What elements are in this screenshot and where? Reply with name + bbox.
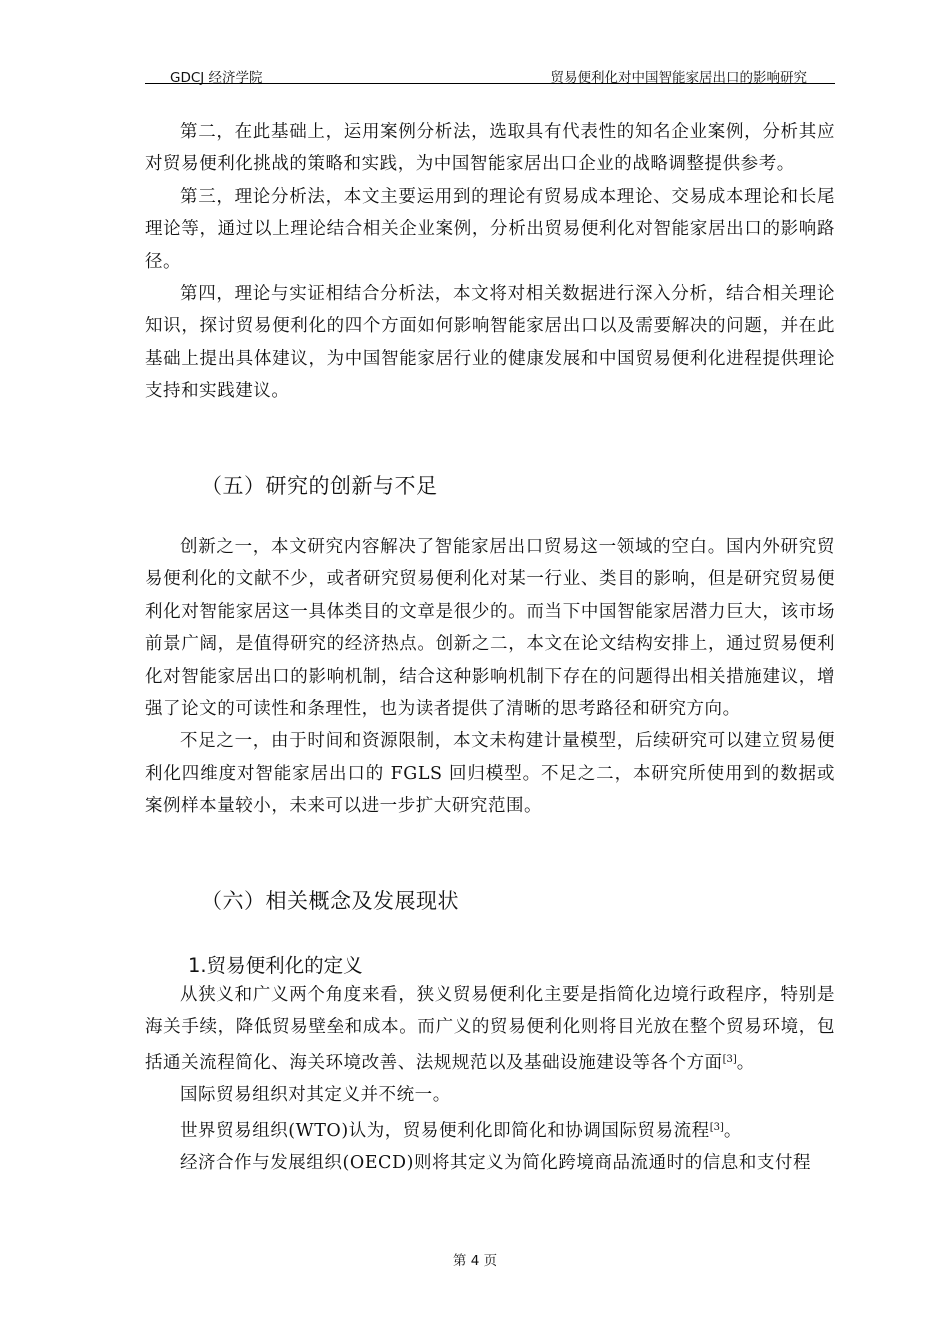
paragraph-innovation: 创新之一，本文研究内容解决了智能家居出口贸易这一领域的空白。国内外研究贸易便利化的文献不少，或者研究贸易便利化对某一行业、类目的影响，但是研究贸易便利化对智能家居这一具体类目的文章是很少的。而当下中国智能家居潜力巨大，该市场前景广阔，是值得研究的经济热点。创新之二，本文在论文结构安排上，通过贸易便利化对智能家居出口的影响机制，结合这种影响机制下存在的问题得出相关措施建议，增强了论文的可读性和条理性，也为读者提供了清晰的思考路径和研究方向。	[145, 537, 835, 720]
page-number: 第 4 页	[452, 1253, 498, 1269]
page-header	[145, 64, 835, 84]
header-divider	[145, 83, 835, 84]
paragraph-limitations: 不足之一，由于时间和资源限制，本文未构建计量模型，后续研究可以建立贸易便利化四维度对智能家居出口的 FGLS 回归模型。不足之二，本研究所使用到的数据或案例样本量较小，未来可以进一步扩大研究范围。	[145, 731, 835, 817]
paragraph-method-4: 第四，理论与实证相结合分析法，本文将对相关数据进行深入分析，结合相关理论知识，探讨贸易便利化的四个方面如何影响智能家居出口以及需要解决的问题，并在此基础上提出具体建议，为中国智能家居行业的健康发展和中国贸易便利化进程提供理论支持和实践建议。	[145, 284, 835, 402]
subheading-definition: 1.贸易便利化的定义	[188, 954, 363, 977]
definition-section	[145, 979, 835, 1179]
header-thesis-title: 贸易便利化对中国智能家居出口的影响研究	[550, 70, 807, 86]
heading-innovation-limitations: （五）研究的创新与不足	[201, 474, 438, 498]
citation-ref: [3]	[722, 1053, 737, 1065]
definition-tail: 。	[736, 1052, 755, 1073]
paragraph-wto	[145, 1112, 835, 1147]
methods-section	[145, 116, 835, 408]
wto-tail: 。	[723, 1120, 742, 1141]
paragraph-oecd: 经济合作与发展组织(OECD)则将其定义为简化跨境商品流通时的信息和支付程	[180, 1153, 812, 1174]
innovation-section	[145, 531, 835, 823]
heading-concepts: （六）相关概念及发展现状	[201, 889, 459, 913]
paragraph-definition	[145, 979, 835, 1079]
definition-text: 从狭义和广义两个角度来看，狭义贸易便利化主要是指简化边境行政程序，特别是海关手续，降低贸易壁垒和成本。而广义的贸易便利化则将目光放在整个贸易环境，包括通关流程简化、海关环境改善、法规规范以及基础设施建设等各个方面	[145, 985, 835, 1073]
paragraph-method-3: 第三，理论分析法，本文主要运用到的理论有贸易成本理论、交易成本理论和长尾理论等，通过以上理论结合相关企业案例，分析出贸易便利化对智能家居出口的影响路径。	[145, 186, 835, 272]
header-institution: GDCJ 经济学院	[170, 70, 263, 86]
paragraph-intl-orgs: 国际贸易组织对其定义并不统一。	[180, 1085, 451, 1106]
paragraph-method-2: 第二，在此基础上，运用案例分析法，选取具有代表性的知名企业案例，分析其应对贸易便利化挑战的策略和实践，为中国智能家居出口企业的战略调整提供参考。	[145, 122, 835, 175]
citation-ref: [3]	[709, 1121, 724, 1133]
wto-text: 世界贸易组织(WTO)认为，贸易便利化即简化和协调国际贸易流程	[180, 1120, 710, 1141]
